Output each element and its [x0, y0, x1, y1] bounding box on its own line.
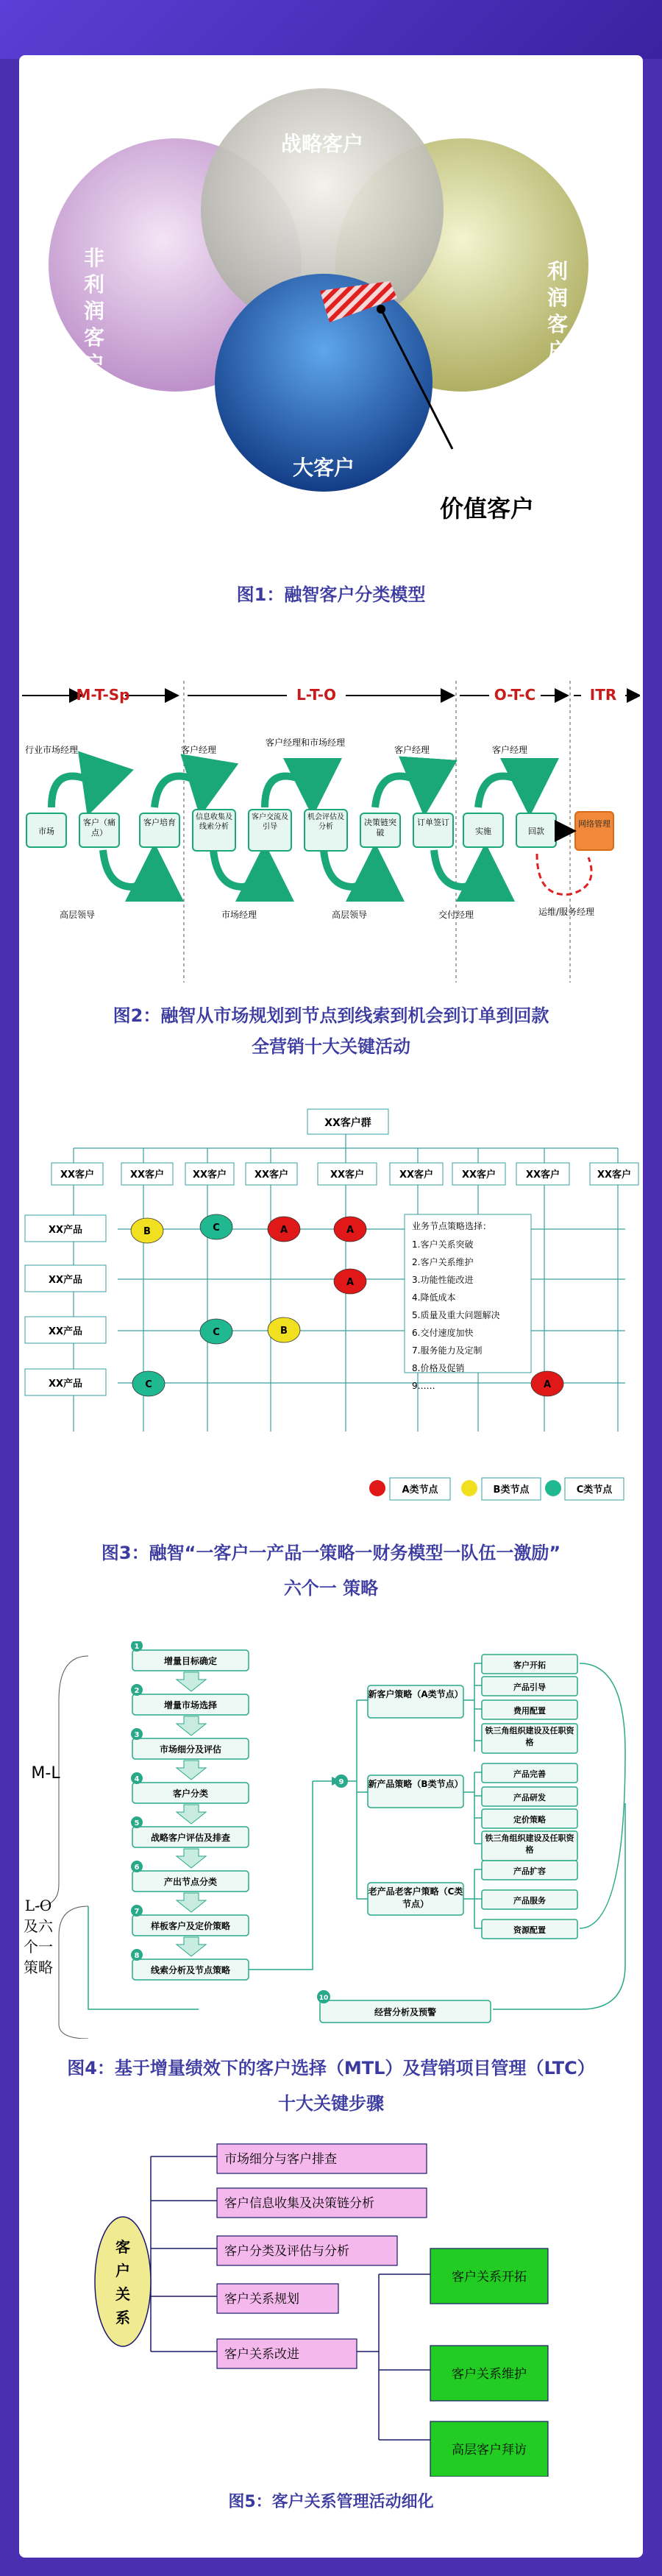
label-ml: M-L — [31, 1764, 60, 1783]
svg-text:户: 户 — [547, 339, 569, 363]
step-9-number: 9 — [338, 1778, 344, 1786]
svg-text:5: 5 — [134, 1819, 140, 1827]
group-old-product: 老产品老客户策略（C类节点） — [368, 1886, 463, 1909]
step-2: 增量市场选择 — [163, 1700, 218, 1710]
strategy-1: 1.客户关系突破 — [412, 1239, 474, 1250]
svg-text:3: 3 — [134, 1731, 140, 1739]
item-info-collection: 客户信息收集及决策链分析 — [224, 2196, 374, 2211]
svg-text:2: 2 — [134, 1687, 140, 1695]
step-8: 线索分析及节点策略 — [150, 1965, 231, 1975]
node-order-signing: 订单签订 — [417, 818, 449, 827]
customer-6: XX客户 — [399, 1170, 434, 1181]
figure3-caption-line1: 图3：融智“一客户一产品一策略一财务模型一队伍一激励” — [101, 1543, 561, 1563]
strategy-9: 9…… — [412, 1381, 435, 1391]
item-expansion: 客户关系开拓 — [452, 2270, 527, 2285]
non-profit-label — [84, 246, 104, 376]
item-market-segmentation: 市场细分与客户排查 — [224, 2152, 337, 2167]
legend-c: C类节点 — [576, 1485, 613, 1496]
svg-text:C: C — [145, 1379, 152, 1390]
figure2-caption-line1: 图2：融智从市场规划到节点到线索到机会到订单到回款 — [113, 1005, 549, 1026]
svg-text:客: 客 — [83, 325, 105, 350]
page-header-background — [0, 0, 662, 59]
action-iron-triangle-1: 铁三角组织建设及任职资格 — [485, 1726, 574, 1747]
figure2-caption-line2: 全营销十大关键活动 — [252, 1036, 410, 1057]
role-top-1: 行业市场经理 — [24, 745, 79, 755]
svg-text:系: 系 — [115, 2309, 130, 2326]
group-new-product: 新产品策略（B类节点） — [368, 1779, 463, 1789]
strategy-8: 8.价格及促销 — [412, 1363, 465, 1373]
role-bottom-1: 高层领导 — [59, 910, 96, 920]
customer-9: XX客户 — [597, 1170, 632, 1181]
product-2: XX产品 — [48, 1275, 83, 1286]
customer-group-root: XX客户群 — [324, 1117, 371, 1129]
customer-1: XX客户 — [60, 1170, 95, 1181]
svg-text:费用配置: 费用配置 — [513, 1706, 546, 1716]
svg-text:产品服务: 产品服务 — [513, 1896, 546, 1906]
svg-text:户: 户 — [115, 2262, 130, 2279]
six-one-strategy-matrix — [22, 1100, 640, 1512]
customer-5: XX客户 — [330, 1170, 365, 1181]
group-new-customer: 新客户策略（A类节点） — [368, 1689, 463, 1699]
customer-relationship-ellipse — [95, 2217, 151, 2346]
value-customer-label: 价值客户 — [439, 495, 535, 523]
svg-text:A: A — [280, 1225, 288, 1236]
svg-text:利: 利 — [547, 259, 569, 283]
svg-text:C: C — [213, 1327, 220, 1338]
product-4: XX产品 — [48, 1379, 83, 1390]
role-top-4: 客户经理 — [394, 745, 430, 755]
svg-text:6: 6 — [134, 1864, 140, 1872]
svg-text:客: 客 — [547, 312, 569, 336]
stage-mtsp: M-T-Sp — [76, 686, 130, 704]
stage-lto: L-T-O — [296, 686, 337, 704]
value-pointer-dot — [377, 305, 385, 314]
svg-text:利: 利 — [83, 272, 105, 297]
product-1: XX产品 — [48, 1225, 83, 1236]
itr-dashed-arc — [537, 854, 591, 894]
big-customer-label: 大客户 — [292, 456, 355, 480]
svg-text:C: C — [213, 1222, 220, 1234]
svg-text:产品完善: 产品完善 — [513, 1769, 546, 1779]
node-customer-cultivation: 客户培育 — [143, 818, 176, 827]
customer-2: XX客户 — [129, 1170, 165, 1181]
svg-text:定价策略: 定价策略 — [513, 1815, 546, 1825]
bracket-lo — [59, 1906, 88, 2039]
role-bottom-2: 市场经理 — [221, 910, 257, 920]
customer-classification-venn — [22, 88, 640, 574]
step-1: 增量目标确定 — [163, 1656, 218, 1666]
svg-text:4: 4 — [134, 1775, 140, 1783]
role-bottom-5: 运维/服务经理 — [538, 907, 595, 917]
node-decision-chain: 决策链突破 — [364, 818, 396, 838]
svg-text:B: B — [280, 1326, 288, 1337]
svg-text:润: 润 — [83, 299, 105, 323]
step-10-number: 10 — [318, 1995, 329, 2002]
mtl-ltc-steps-diagram — [22, 1641, 640, 2039]
svg-text:产品引导: 产品引导 — [513, 1682, 546, 1692]
strategy-3: 3.功能性能改进 — [412, 1275, 474, 1285]
figure4-caption-line2: 十大关键步骤 — [278, 2093, 384, 2114]
role-bottom-4: 交付经理 — [438, 910, 474, 920]
item-improvement: 客户关系改进 — [224, 2347, 299, 2362]
figure3-caption-line2: 六个一 策略 — [283, 1578, 379, 1599]
node-payment: 回款 — [528, 827, 544, 836]
stage-otc: O-T-C — [494, 686, 536, 704]
legend — [369, 1478, 624, 1500]
action-iron-triangle-2: 铁三角组织建设及任职资格 — [485, 1833, 574, 1855]
node-opportunity-eval: 机会评估及分析 — [307, 813, 344, 831]
svg-text:关: 关 — [115, 2285, 130, 2303]
node-customer-pain: 客户（痛点） — [83, 818, 115, 838]
step-7: 样板客户及定价策略 — [150, 1921, 231, 1931]
step-6: 产出节点分类 — [163, 1877, 218, 1887]
customer-relationship-diagram — [22, 2131, 640, 2477]
step-4: 客户分类 — [172, 1788, 209, 1799]
svg-text:非: 非 — [83, 246, 105, 270]
role-top-3: 客户经理和市场经理 — [265, 737, 346, 748]
item-maintenance: 客户关系维护 — [452, 2367, 527, 2382]
node-market: 市场 — [38, 827, 54, 836]
svg-text:润: 润 — [547, 286, 569, 310]
label-lo: L-O及六个一策略 — [24, 1897, 53, 1976]
customer-7: XX客户 — [461, 1170, 496, 1181]
item-planning: 客户关系规划 — [224, 2292, 299, 2307]
svg-text:A: A — [543, 1379, 552, 1390]
strategy-2: 2.客户关系维护 — [412, 1257, 474, 1267]
svg-text:A: A — [346, 1277, 355, 1288]
customer-3: XX客户 — [192, 1170, 227, 1181]
svg-text:1: 1 — [134, 1643, 140, 1651]
svg-text:8: 8 — [134, 1952, 140, 1960]
product-3: XX产品 — [48, 1326, 83, 1337]
role-top-5: 客户经理 — [491, 745, 528, 755]
svg-text:产品扩容: 产品扩容 — [513, 1866, 546, 1876]
item-executive-visit: 高层客户拜访 — [452, 2443, 527, 2458]
figure4-caption-line1: 图4：基于增量绩效下的客户选择（MTL）及营销项目管理（LTC） — [67, 2058, 595, 2078]
role-bottom-3: 高层领导 — [331, 910, 368, 920]
role-top-2: 客户经理 — [180, 745, 217, 755]
product-boxes — [25, 1215, 106, 1395]
figure5-caption: 图5：客户关系管理活动细化 — [228, 2493, 434, 2511]
figure1-caption: 图1：融智客户分类模型 — [236, 584, 426, 605]
strategy-4: 4.降低成本 — [412, 1292, 456, 1303]
customer-8: XX客户 — [525, 1170, 560, 1181]
marketing-flow-diagram — [22, 666, 640, 990]
svg-text:产品研发: 产品研发 — [513, 1793, 546, 1802]
item-classification: 客户分类及评估与分析 — [224, 2244, 349, 2259]
svg-text:B: B — [143, 1226, 151, 1237]
strategy-6: 6.交付速度加快 — [412, 1328, 474, 1338]
svg-text:客: 客 — [115, 2238, 130, 2256]
customer-4: XX客户 — [254, 1170, 289, 1181]
svg-text:户: 户 — [83, 352, 105, 376]
node-network-mgmt: 网络管理 — [578, 819, 611, 829]
node-implementation: 实施 — [475, 827, 491, 836]
strategic-label: 战略客户 — [280, 132, 364, 156]
strategy-5: 5.质量及重大问题解决 — [412, 1310, 500, 1320]
legend-b: B类节点 — [493, 1485, 530, 1496]
strategy-title: 业务节点策略选择： — [412, 1221, 492, 1231]
svg-text:资源配置: 资源配置 — [513, 1925, 546, 1935]
svg-text:客户开拓: 客户开拓 — [513, 1660, 546, 1670]
step-3: 市场细分及评估 — [159, 1744, 222, 1755]
step-5: 战略客户评估及排查 — [150, 1833, 231, 1843]
svg-text:7: 7 — [134, 1908, 140, 1916]
stage-itr: ITR — [589, 686, 617, 704]
node-info-collection: 信息收集及线索分析 — [196, 813, 232, 831]
strategy-7: 7.服务能力及定制 — [412, 1345, 483, 1356]
svg-text:A: A — [346, 1225, 355, 1236]
node-customer-exchange: 客户交流及引导 — [252, 813, 288, 831]
operation-analysis: 经营分析及预警 — [374, 2007, 437, 2017]
legend-a: A类节点 — [402, 1485, 438, 1496]
